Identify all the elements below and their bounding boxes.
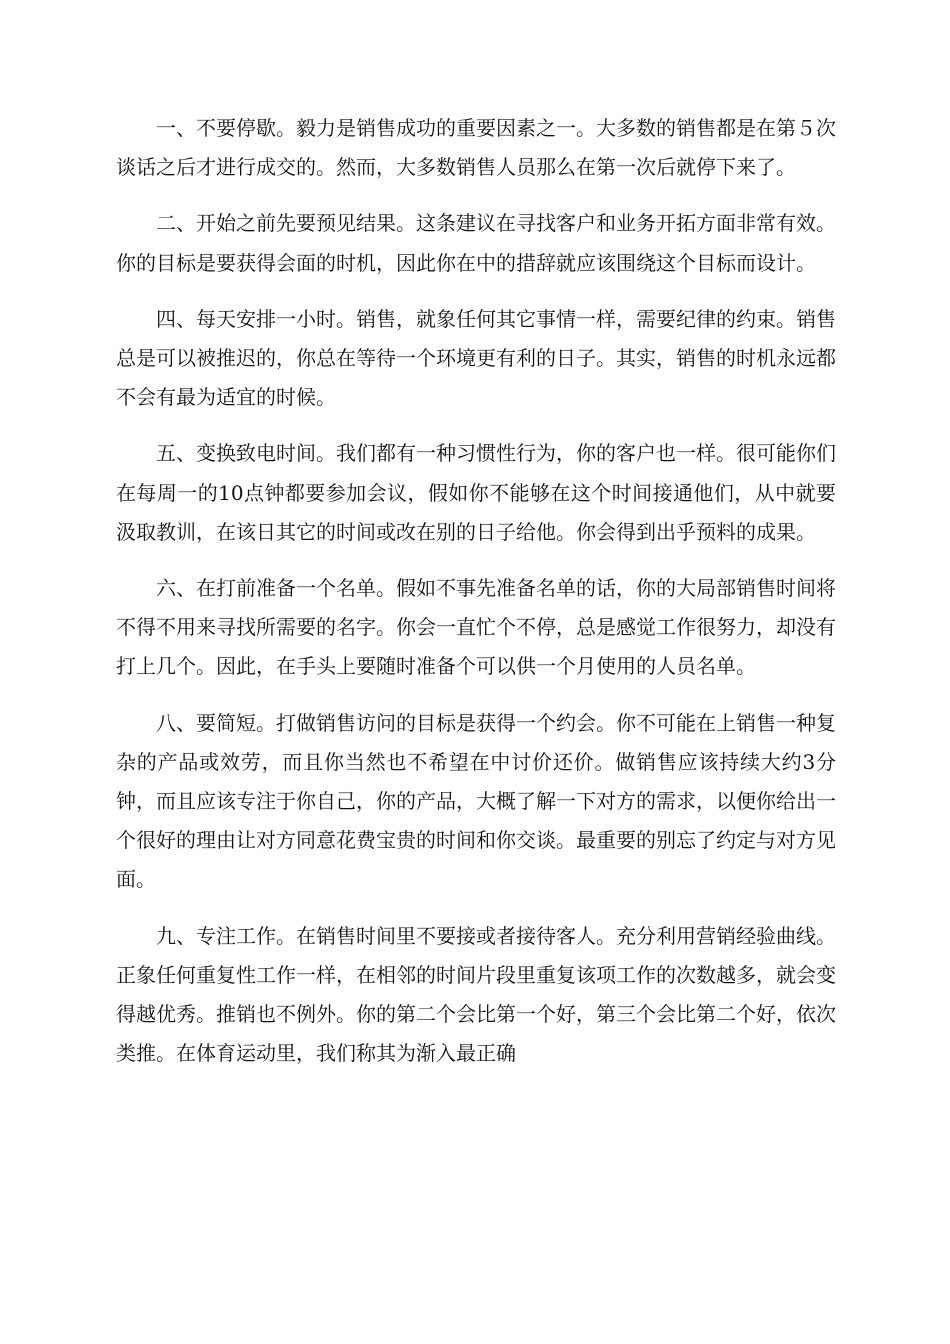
paragraph-7: 九、专注工作。在销售时间里不要接或者接待客人。充分利用营销经验曲线。正象任何重复性工作一样，在相邻的时间片段里重复该项工作的次数越多，就会变得越优秀。推销也不例外。你的第二个会比第一个好，第三个会比第二个好，依次类推。在体育运动里，我们称其为渐入最正确 bbox=[116, 923, 836, 1066]
paragraph-1: 一、不要停歇。毅力是销售成功的重要因素之一。大多数的销售都是在第５次谈话之后才进行成交的。然而，大多数销售人员那么在第一次后就停下来了。 bbox=[116, 116, 836, 180]
paragraph-4: 五、变换致电时间。我们都有一种习惯性行为，你的客户也一样。很可能你们在每周一的10点钟都要参加会议，假如你不能够在这个时间接通他们，从中就要汲取教训，在该日其它的时间或改在别的日子给他。你会得到出乎预料的成果。 bbox=[116, 441, 836, 544]
paragraph-6: 八、要简短。打做销售访问的目标是获得一个约会。你不可能在上销售一种复杂的产品或效劳，而且你当然也不希望在中讨价还价。做销售应该持续大约3分钟，而且应该专注于你自己，你的产品，大概了解一下对方的需求，以便你给出一个很好的理由让对方同意花费宝贵的时间和你交谈。最重要的别忘了约定与对方见面。 bbox=[116, 710, 836, 892]
paragraph-5: 六、在打前准备一个名单。假如不事先准备名单的话，你的大局部销售时间将不得不用来寻找所需要的名字。你会一直忙个不停，总是感觉工作很努力，却没有打上几个。因此，在手头上要随时准备个可以供一个月使用的人员名单。 bbox=[116, 576, 836, 679]
document-page bbox=[116, 109, 836, 1090]
paragraph-3: 四、每天安排一小时。销售，就象任何其它事情一样，需要纪律的约束。销售总是可以被推迟的，你总在等待一个环境更有利的日子。其实，销售的时机永远都不会有最为适宜的时候。 bbox=[116, 306, 836, 410]
paragraph-2: 二、开始之前先要预见结果。这条建议在寻找客户和业务开拓方面非常有效。你的目标是要获得会面的时机，因此你在中的措辞就应该围绕这个目标而设计。 bbox=[116, 211, 836, 275]
